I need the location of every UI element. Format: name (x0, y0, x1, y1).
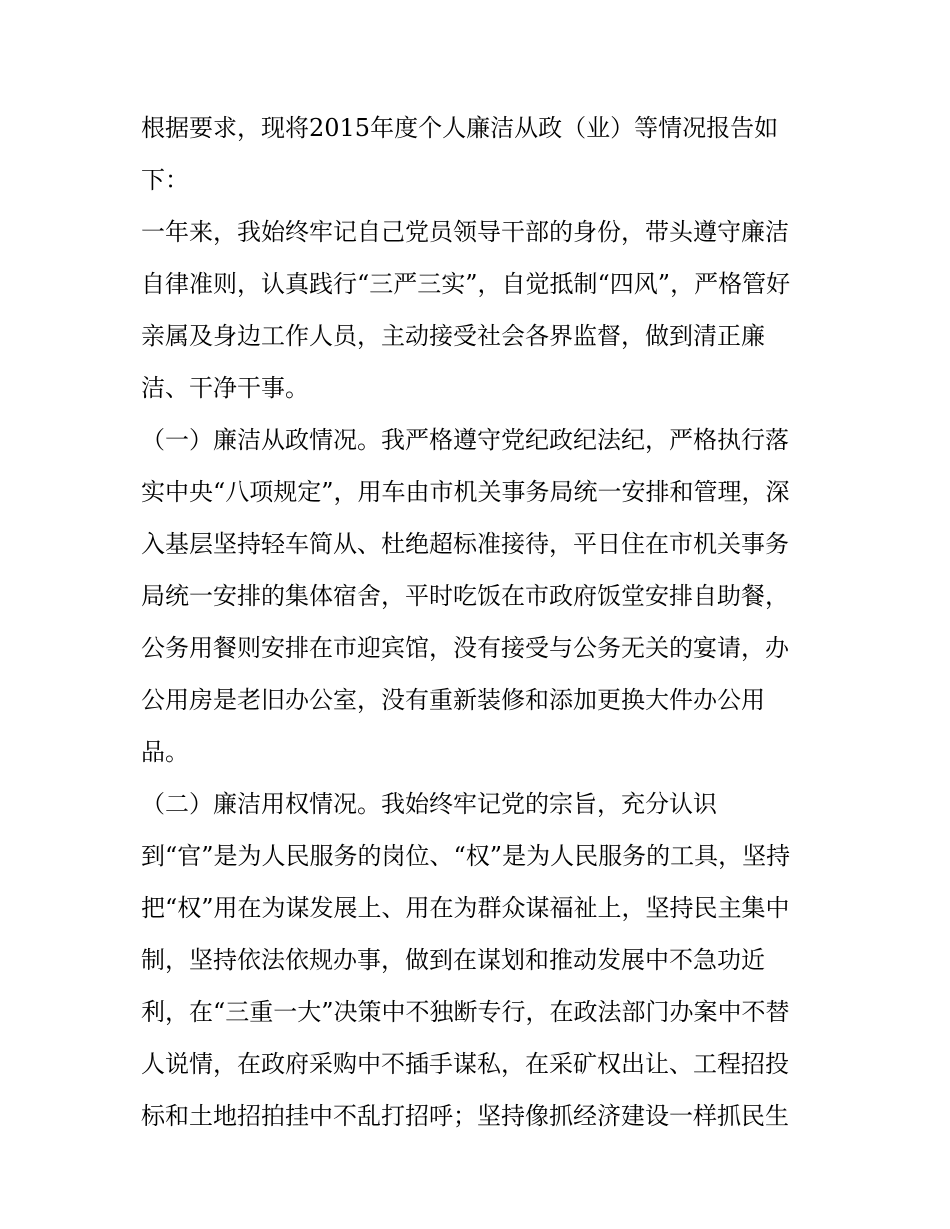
text-line: （二）廉洁用权情况。我始终牢记党的宗旨，充分认识 (141, 790, 717, 818)
text-line: 自律准则，认真践行“三严三实”，自觉抵制“四风”，严格管好 (141, 270, 791, 298)
text-line: 局统一安排的集体宿舍，平时吃饭在市政府饭堂安排自助餐， (141, 582, 789, 610)
text-line: （一）廉洁从政情况。我严格遵守党纪政纪法纪，严格执行落 (141, 426, 789, 454)
text-line: 标和土地招拍挂中不乱打招呼；坚持像抓经济建设一样抓民生 (141, 1102, 789, 1130)
text-line: 公务用餐则安排在市迎宾馆，没有接受与公务无关的宴请，办 (141, 634, 789, 662)
text-line: 到“官”是为人民服务的岗位、“权”是为人民服务的工具，坚持 (141, 842, 791, 870)
text-line: 人说情，在政府采购中不插手谋私，在采矿权出让、工程招投 (141, 1050, 789, 1078)
text-line: 根据要求，现将2015年度个人廉洁从政（业）等情况报告如 (141, 114, 779, 142)
report-body (141, 102, 821, 1142)
text-line: 实中央“八项规定”，用车由市机关事务局统一安排和管理，深 (141, 478, 790, 506)
text-line: 利，在“三重一大”决策中不独断专行，在政法部门办案中不替 (141, 998, 790, 1026)
text-line: 制，坚持依法依规办事，做到在谋划和推动发展中不急功近 (141, 946, 765, 974)
text-line: 亲属及身边工作人员，主动接受社会各界监督，做到清正廉 (141, 322, 765, 350)
text-line: 洁、干净干事。 (141, 374, 309, 402)
text-line: 下： (141, 166, 189, 194)
text-line: 品。 (141, 738, 189, 766)
text-line: 一年来，我始终牢记自己党员领导干部的身份，带头遵守廉洁 (141, 218, 789, 246)
text-line: 入基层坚持轻车简从、杜绝超标准接待，平日住在市机关事务 (141, 530, 789, 558)
text-line: 公用房是老旧办公室，没有重新装修和添加更换大件办公用 (141, 686, 765, 714)
text-line: 把“权”用在为谋发展上、用在为群众谋福祉上，坚持民主集中 (141, 894, 790, 922)
